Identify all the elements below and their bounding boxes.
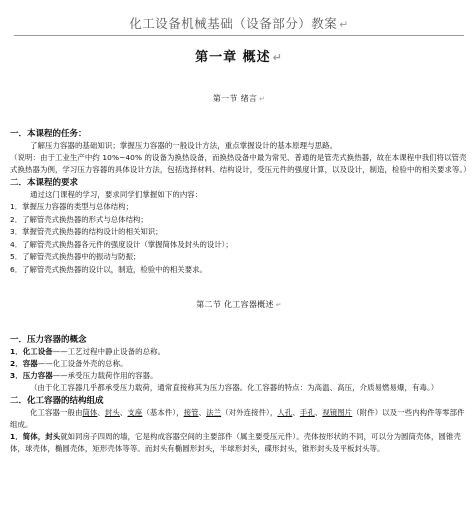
section-title: 第二节 化工容器概述 ↵ xyxy=(196,299,282,309)
paragraph-mark-icon: ↵ xyxy=(272,51,283,64)
heading-course-requirements: 二．本课程的要求 xyxy=(10,178,79,188)
definition-item: 3．压力容器——承受压力载荷作用的容器。 xyxy=(10,370,158,380)
paragraph-mark-icon: ↵ xyxy=(259,95,266,103)
note-paragraph: （由于化工容器几乎都承受压力载荷，通常直接称其为压力容器。化工容器的特点：为高温、高压，介质易燃易爆，有毒。） xyxy=(30,382,439,392)
heading-pressure-vessel-concept: 一．压力容器的概念 xyxy=(10,334,87,345)
definition-item: 2．容器——化工设备外壳的总称。 xyxy=(10,358,128,368)
heading-course-task: 一．本课程的任务： xyxy=(10,129,87,139)
header-text: 化工设备机械基础（设备部分）教案 xyxy=(129,16,338,31)
paragraph-mark-icon: ↵ xyxy=(275,300,282,309)
list-item: 5．了解管壳式换热器中的振动与防振； xyxy=(10,252,141,262)
heading-vessel-structure: 二．化工容器的结构组成 xyxy=(10,395,104,406)
structure-paragraph: 化工容器一般由筒体、封头、支座（基本件），接管、法兰（对外连接件），人孔、手孔、视镜图片（附件）以及一些内构件等零部件组成。 xyxy=(10,407,465,429)
page-header xyxy=(14,0,464,36)
paragraph-mark-icon: ↵ xyxy=(339,18,349,31)
list-item: 6．了解管壳式换热器的设计以，制造，检验中的相关要求。 xyxy=(10,264,207,274)
chapter-title: 第一章 概述 ↵ xyxy=(195,50,283,65)
section-title: 第一节 绪言 ↵ xyxy=(212,94,266,103)
requirements-list xyxy=(10,201,468,277)
definition-item: 1．化工设备——工艺过程中静止设备的总称。 xyxy=(10,346,166,356)
list-item: 1．掌握压力容器的类型与总体结构； xyxy=(10,202,133,211)
list-item: 4．了解管壳式换热器各元件的强度设计（掌握简体及封头的设计）； xyxy=(10,239,233,249)
task-paragraph: 了解压力容器的基础知识；掌握压力容器的一般设计方法，重点掌握设计的基本原理与思路。 xyxy=(30,141,338,150)
note-paragraph: （说明：由于工业生产中约 10%~40% 的设备为换热设备，而换热设备中最为常见、普通的是管壳式换热器，故在本课程中我们将以管壳式换热器为例，学习压力容器的具体设计方法，包括选择材料、结构设计，受压元件的强度计算，以及设计，制造，检验中的相关要求等。） xyxy=(10,153,471,174)
list-item: 2．了解管壳式换热器的形式与总体结构； xyxy=(10,214,148,224)
list-item: 3．掌握管壳式换热器的结构设计的相关知识； xyxy=(10,227,163,237)
shell-head-paragraph: 1．简体，封头就如同房子四周的墙，它是构成容器空间的主要部件（属主要受压元件）。壳体按形状的不同，可以分为圆筒壳体，圆锥壳体，球壳体，椭圆壳体，矩形壳体等等。而封头有椭圆形封头，半球形封头，碟形封头，锥形封头及平板封头等。 xyxy=(10,431,461,453)
requirements-intro: 通过这门课程的学习，要求同学们掌握如下的内容： xyxy=(30,190,203,199)
